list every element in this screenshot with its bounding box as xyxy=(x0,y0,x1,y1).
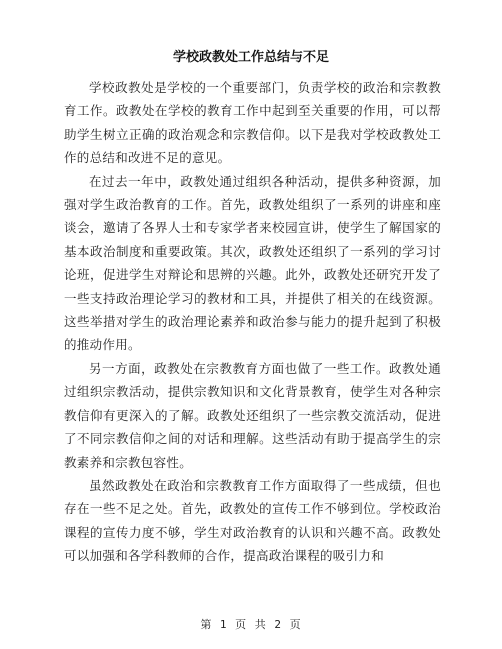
document-title: 学校政教处工作总结与不足 xyxy=(172,50,329,65)
page-number-footer: 第 1 页 共 2 页 xyxy=(200,618,302,631)
paragraph-shortcomings: 虽然政教处在政治和宗教教育工作方面取得了一些成绩，但也存在一些不足之处。首先，政教处的宣传工作不够到位。学校政治课程的宣传力度不够，学生对政治教育的认识和兴趣不高。政教处可以加强和各学科教师的合作，提高政治课程的吸引力和 xyxy=(64,477,441,564)
paragraph-intro: 学校政教处是学校的一个重要部门，负责学校的政治和宗教教育工作。政教处在学校的教育工作中起到至关重要的作用，可以帮助学生树立正确的政治观念和宗教信仰。以下是我对学校政教处工作的总结和改进不足的意见。 xyxy=(64,80,441,166)
paragraph-political-education: 在过去一年中，政教处通过组织各种活动，提供多种资源，加强对学生政治教育的工作。首先，政教处组织了一系列的讲座和座谈会，邀请了各界人士和专家学者来校园宣讲，使学生了解国家的基本政治制度和重要政策。其次，政教处还组织了一系列的学习讨论班，促进学生对辩论和思辨的兴趣。此外，政教处还研究开发了一些支持政治理论学习的教材和工具，并提供了相关的在线资源。这些举措对学生的政治理论素养和政治参与能力的提升起到了积极的推动作用。 xyxy=(64,173,441,353)
document-body xyxy=(64,76,441,568)
paragraph-religious-education: 另一方面，政教处在宗教教育方面也做了一些工作。政教处通过组织宗教活动，提供宗教知识和文化背景教育，使学生对各种宗教信仰有更深入的了解。政教处还组织了一些宗教交流活动，促进了不同宗教信仰之间的对话和理解。这些活动有助于提高学生的宗教素养和宗教包容性。 xyxy=(64,360,441,470)
